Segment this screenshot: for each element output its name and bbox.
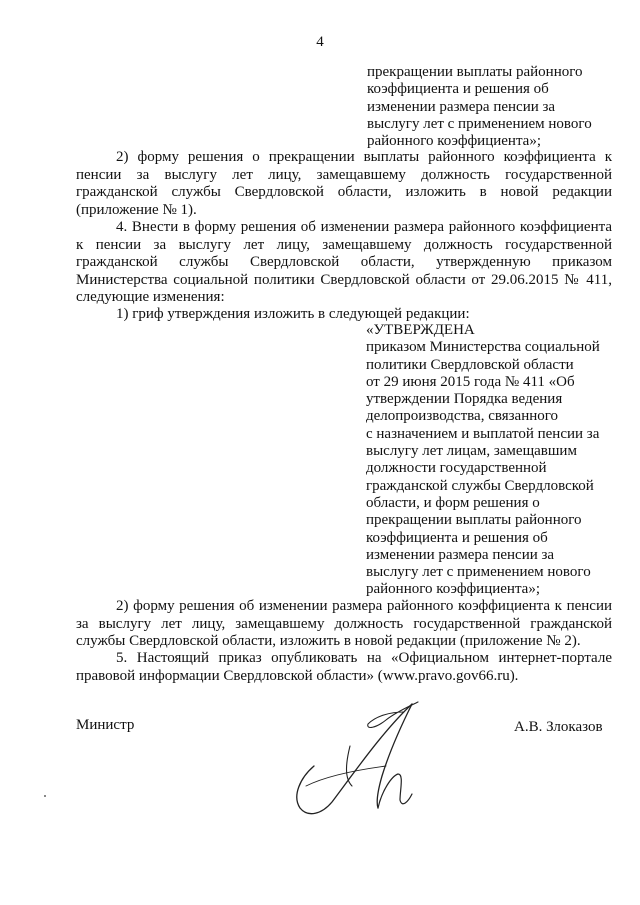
- page-number: 4: [316, 34, 324, 50]
- approval-block-continuation: [367, 64, 627, 150]
- paragraph-line: 2) форму решения об изменении размера районного коэффициента к пенсии: [116, 598, 612, 614]
- paragraph-line: Министерства социальной политики Свердловской области от 29.06.2015 № 411,: [76, 271, 612, 288]
- block2-line: области, и форм решения о: [366, 494, 540, 511]
- signer-title: Министр: [76, 717, 135, 733]
- paragraph-item-2: [76, 149, 612, 219]
- paragraph-line: 4. Внести в форму решения об изменении размера районного коэффициента: [116, 219, 612, 235]
- signer-name: А.В. Злоказов: [514, 719, 603, 735]
- paragraph-line: гражданской службы Свердловской области, утвержденную приказом: [76, 254, 612, 271]
- block1-line: выслугу лет с применением нового: [367, 115, 592, 132]
- block2-line: утверждении Порядка ведения: [366, 391, 563, 408]
- paragraph-line: (приложение № 1).: [76, 201, 197, 218]
- paragraph-line: правовой информации Свердловской области» (www.pravo.gov66.ru).: [76, 667, 519, 684]
- paragraph-line: 1) гриф утверждения изложить в следующей редакции:: [116, 306, 470, 322]
- paragraph-4: [76, 219, 612, 307]
- block1-line: коэффициента и решения об: [367, 81, 549, 98]
- block2-line: коэффициента и решения об: [366, 529, 548, 546]
- paragraph-line: 2) форму решения о прекращении выплаты районного коэффициента к: [116, 149, 612, 165]
- block2-line: с назначением и выплатой пенсии за: [366, 425, 600, 442]
- paragraph-line: к пенсии за выслугу лет лицу, замещавшему должность государственной: [76, 236, 612, 253]
- paragraph-line: службы Свердловской области, изложить в новой редакции (приложение № 2).: [76, 633, 581, 650]
- handwritten-signature: [286, 690, 446, 825]
- block2-line: политики Свердловской области: [366, 356, 574, 373]
- paragraph-line: гражданской службы Свердловской области, изложить в новой редакции: [76, 184, 612, 201]
- approval-stamp-block: [366, 322, 626, 599]
- block2-line: гражданской службы Свердловской: [366, 477, 594, 494]
- block2-line: прекращении выплаты районного: [366, 512, 582, 529]
- paragraph-4-2: [76, 598, 612, 651]
- paragraph-4-1: [76, 306, 612, 324]
- block2-line: «УТВЕРЖДЕНА: [366, 322, 475, 338]
- paragraph-line: 5. Настоящий приказ опубликовать на «Официальном интернет-портале: [116, 650, 612, 666]
- block2-line: изменении размера пенсии за: [366, 546, 555, 563]
- block2-line: приказом Министерства социальной: [366, 339, 600, 356]
- paragraph-5: [76, 650, 612, 685]
- paragraph-line: пенсии за выслугу лет лицу, замещавшему должность государственной: [76, 166, 612, 183]
- block2-line: должности государственной: [366, 460, 547, 477]
- block1-line: прекращении выплаты районного: [367, 64, 583, 80]
- block2-line: от 29 июня 2015 года № 411 «Об: [366, 373, 575, 390]
- block2-line: выслугу лет лицам, замещавшим: [366, 443, 577, 460]
- paragraph-line: за выслугу лет лицу, замещавшему должность государственной гражданской: [76, 615, 612, 632]
- block2-line: делопроизводства, связанного: [366, 408, 559, 425]
- paragraph-line: следующие изменения:: [76, 289, 225, 306]
- block1-line: районного коэффициента»;: [367, 133, 542, 150]
- block2-line: районного коэффициента»;: [366, 581, 541, 598]
- scan-speck: [44, 795, 46, 797]
- block1-line: изменении размера пенсии за: [367, 98, 556, 115]
- block2-line: выслугу лет с применением нового: [366, 564, 591, 581]
